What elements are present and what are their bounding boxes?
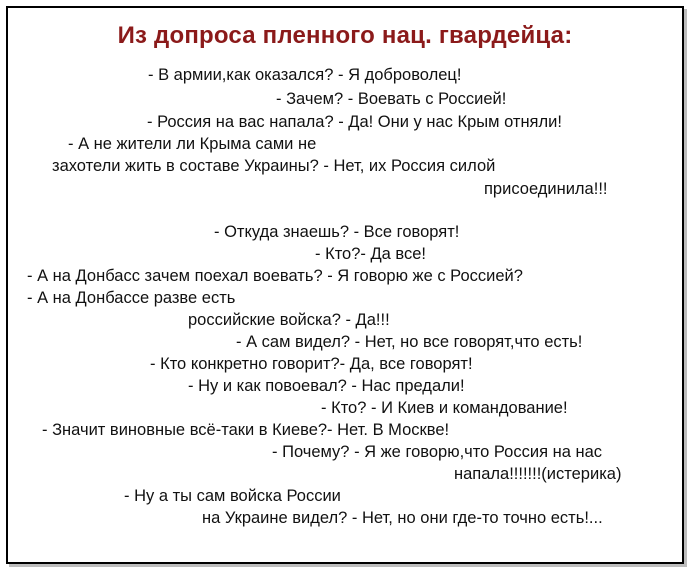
text-frame [6, 6, 684, 564]
dialog-line: - Почему? - Я же говорю,что Россия на нас [272, 443, 602, 461]
dialog-line: - Кто конкретно говорит?- Да, все говорят! [150, 355, 473, 373]
dialog-line: напала!!!!!!!(истерика) [454, 465, 622, 483]
dialog-line: - А не жители ли Крыма сами не [68, 135, 317, 153]
dialog-line: - Кто? - И Киев и командование! [321, 399, 568, 417]
dialog-line: на Украине видел? - Нет, но они где-то точно есть!... [202, 509, 603, 527]
dialog-line: присоединила!!! [484, 180, 608, 198]
dialog-line: - А сам видел? - Нет, но все говорят,что есть! [236, 333, 583, 351]
dialog-line: - Кто?- Да все! [315, 245, 427, 263]
dialog-line: - Зачем? - Воевать с Россией! [276, 90, 507, 108]
page-title: Из допроса пленного нац. гвардейца: [117, 22, 573, 49]
dialog-line: - Ну и как повоевал? - Нас предали! [188, 377, 465, 395]
dialog-line: российские войска? - Да!!! [188, 311, 390, 329]
dialog-line: - Россия на вас напала? - Да! Они у нас Крым отняли! [147, 113, 562, 131]
dialog-line: - А на Донбассе разве есть [27, 289, 236, 307]
dialog-line: - Откуда знаешь? - Все говорят! [214, 223, 460, 241]
dialog-line: захотели жить в составе Украины? - Нет, их Россия силой [52, 157, 496, 175]
dialog-line: - Значит виновные всё-таки в Киеве?- Нет. В Москве! [42, 421, 450, 439]
dialog-line: - В армии,как оказался? - Я доброволец! [148, 66, 462, 84]
dialog-line: - А на Донбасс зачем поехал воевать? - Я говорю же с Россией? [27, 267, 523, 285]
dialog-line: - Ну а ты сам войска России [124, 487, 341, 505]
